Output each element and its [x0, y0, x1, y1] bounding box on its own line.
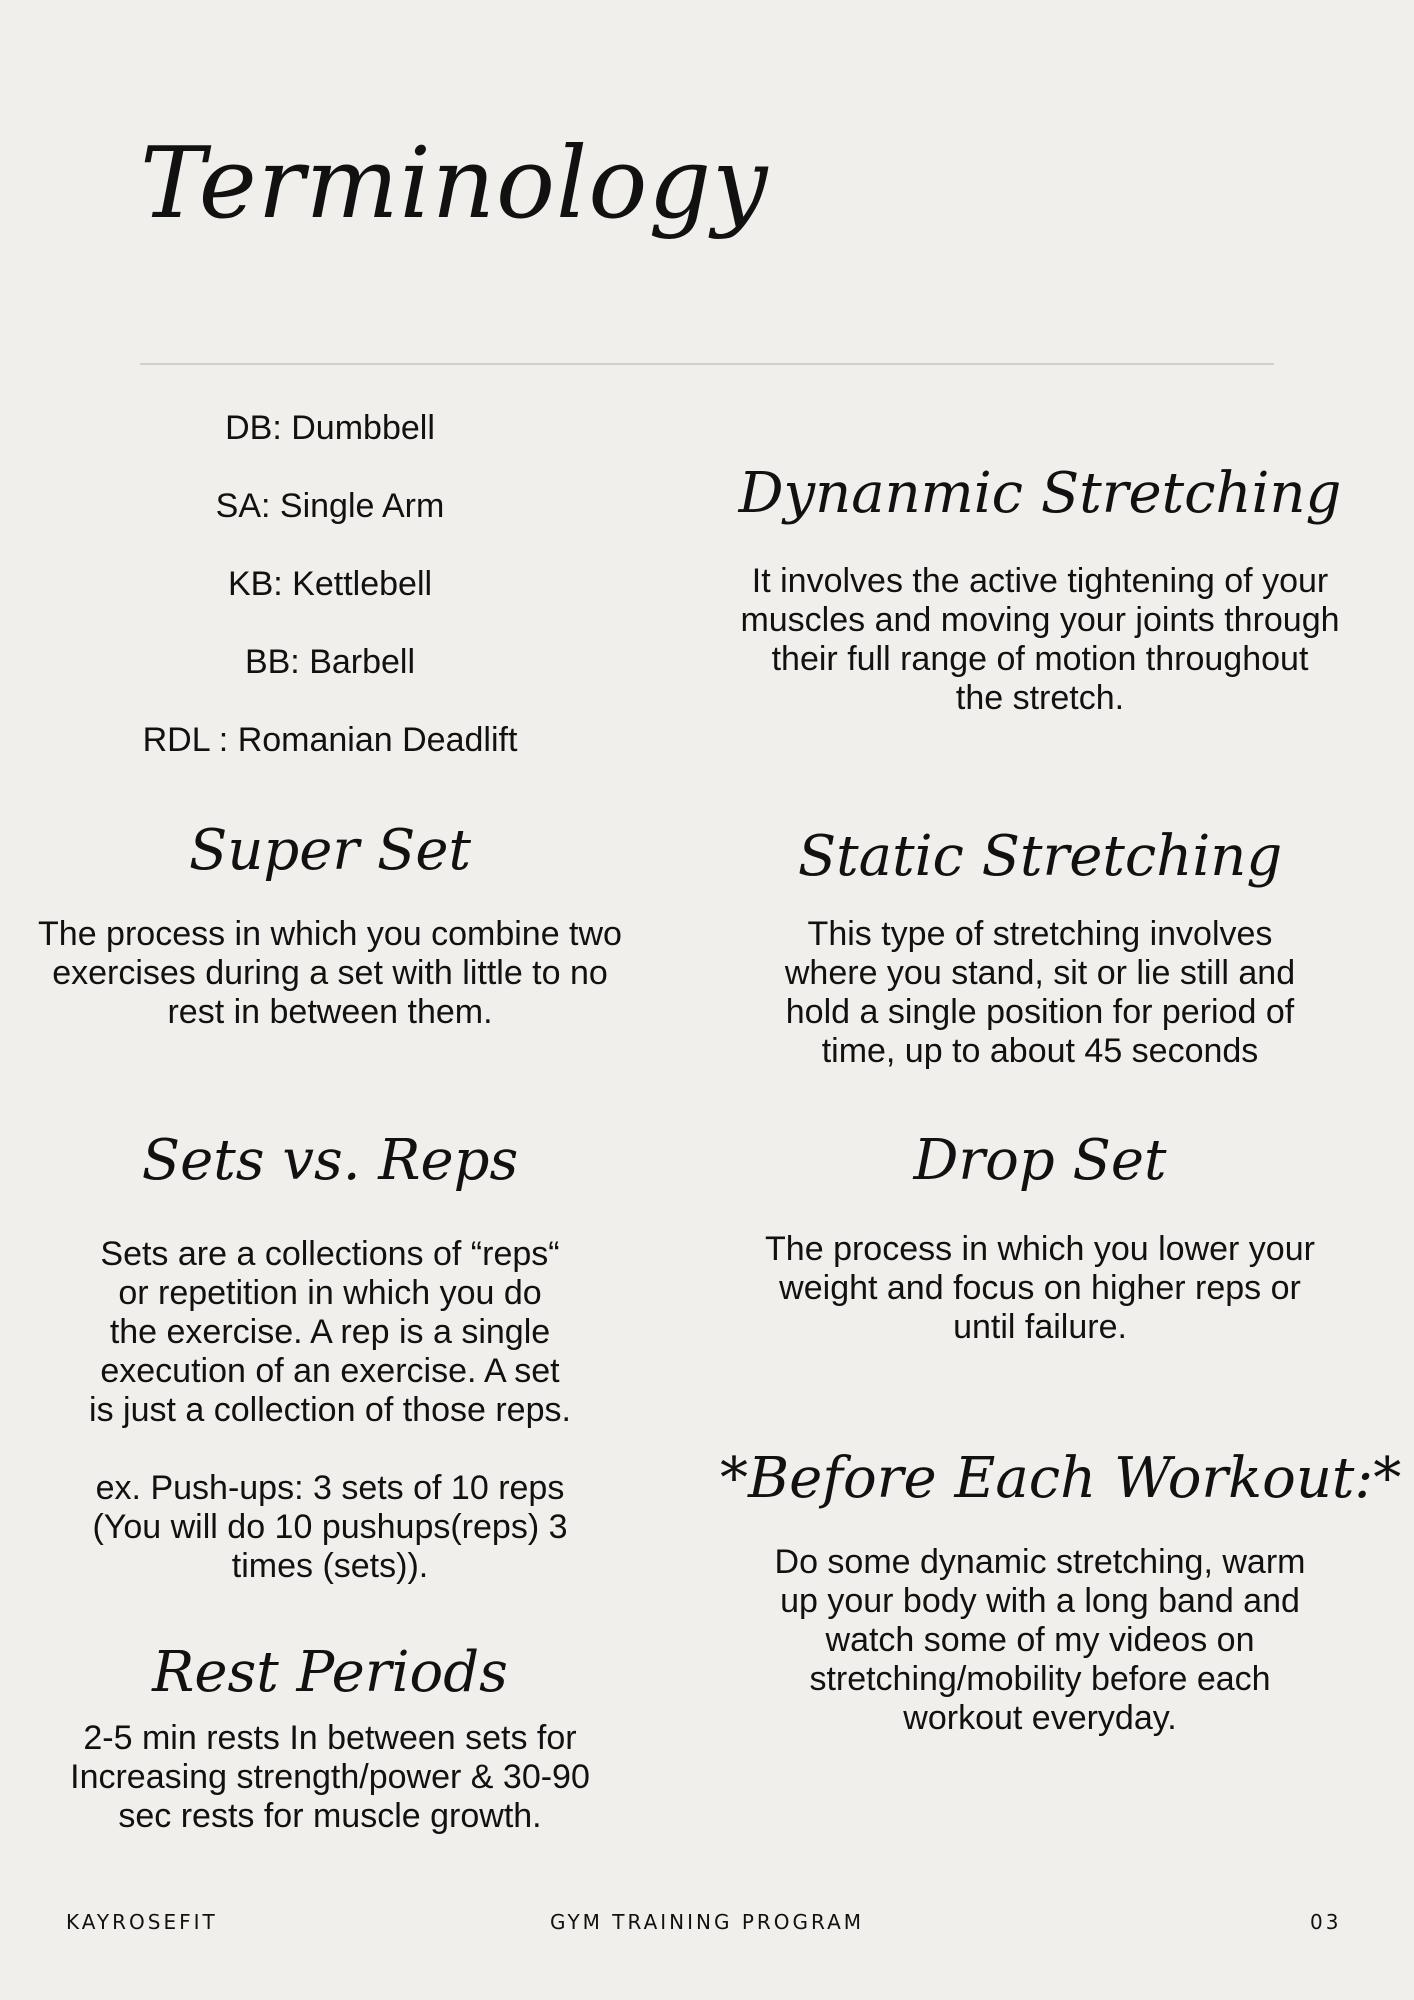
- before-each-workout-heading: *Before Each Workout:*: [720, 1446, 1402, 1511]
- rest-periods-text: 2-5 min rests In between sets for Increasing strength/power & 30-90 sec rests for muscle growth.: [70, 1719, 590, 1835]
- sets-vs-reps-heading: Sets vs. Reps: [141, 1128, 519, 1193]
- before-each-workout-text: Do some dynamic stretching, warm up your body with a long band and watch some of my videos on stretching/mobility before each workout everyday.: [774, 1543, 1306, 1737]
- abbreviation-item: DB: Dumbbell: [225, 409, 435, 447]
- abbreviation-item: SA: Single Arm: [215, 487, 445, 525]
- dynamic-stretching-heading: Dynanmic Stretching: [738, 461, 1342, 526]
- rest-periods-heading: Rest Periods: [152, 1640, 508, 1705]
- abbreviation-item: KB: Kettlebell: [227, 565, 433, 603]
- footer-brand: KAYROSEFIT: [66, 1910, 218, 1934]
- abbreviation-list: [30, 400, 630, 790]
- drop-set-heading: Drop Set: [913, 1128, 1167, 1193]
- dynamic-stretching-text: It involves the active tightening of your muscles and moving your joints through their full range of motion throughout the stretch.: [740, 562, 1340, 717]
- super-set-text: The process in which you combine two exercises during a set with little to no rest in between them.: [38, 915, 622, 1031]
- abbreviation-item: RDL : Romanian Deadlift: [142, 721, 518, 759]
- static-stretching-heading: Static Stretching: [797, 824, 1283, 889]
- footer-program-title: GYM TRAINING PROGRAM: [549, 1910, 865, 1934]
- abbreviation-item: BB: Barbell: [244, 643, 416, 681]
- drop-set-text: The process in which you lower your weight and focus on higher reps or until failure.: [765, 1230, 1315, 1346]
- page-title: Terminology: [140, 127, 769, 241]
- static-stretching-text: This type of stretching involves where you stand, sit or lie still and hold a single position for period of time, up to about 45 seconds: [784, 915, 1296, 1070]
- super-set-heading: Super Set: [189, 818, 471, 883]
- page-number: 03: [1310, 1910, 1342, 1934]
- title-divider: [140, 363, 1274, 365]
- sets-vs-reps-text: Sets are a collections of “reps“ or repetition in which you do the exercise. A rep is a single execution of an exercise. A set is just a collection of those reps. ex. Push-ups: 3 sets of 10 reps (You will do 10 pushups(reps) 3 times (sets)).: [89, 1235, 571, 1585]
